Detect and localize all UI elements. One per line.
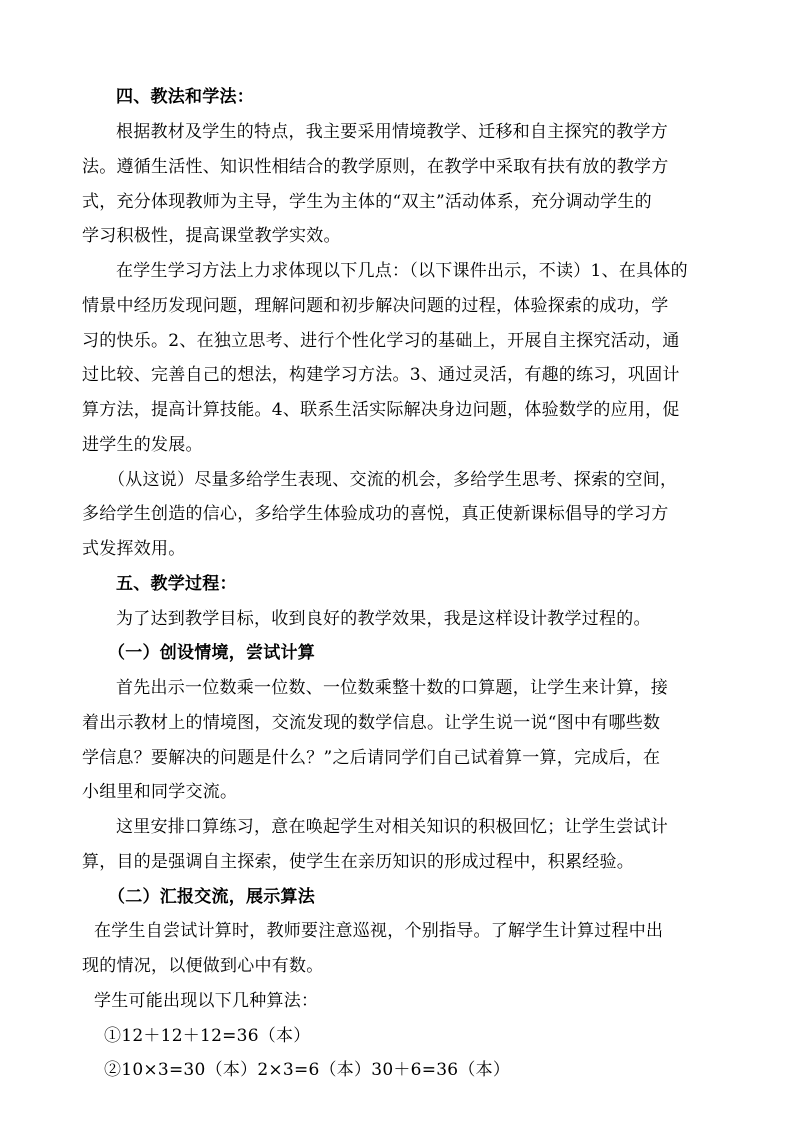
paragraph-line: 学信息？要解决的问题是什么？”之后请同学们自己试着算一算，完成后，在 (82, 748, 661, 768)
algorithm-item: ②10×3=30（本）2×3=6（本）30＋6=36（本） (104, 1060, 511, 1080)
paragraph-line: 根据教材及学生的特点，我主要采用情境教学、迁移和自主探究的教学方 (116, 122, 668, 142)
paragraph-line: 为了达到教学目标，收到良好的教学效果，我是这样设计教学过程的。 (116, 609, 651, 629)
paragraph-line: 式，充分体现教师为主导，学生为主体的“双主”活动体系，充分调动学生的 (82, 192, 652, 212)
paragraph-line: 学习积极性，提高课堂教学实效。 (82, 226, 341, 246)
paragraph-line: 多给学生创造的信心，多给学生体验成功的喜悦，真正使新课标倡导的学习方 (82, 504, 669, 524)
paragraph-line: 这里安排口算练习，意在唤起学生对相关知识的积极回忆；让学生尝试计 (116, 817, 668, 837)
paragraph-line: 进学生的发展。 (82, 435, 203, 455)
paragraph-line: 在学生自尝试计算时，教师要注意巡视，个别指导。了解学生计算过程中出 (94, 921, 664, 941)
paragraph-line: 在学生学习方法上力求体现以下几点：（以下课件出示，不读）1、在具体的 (116, 261, 688, 281)
paragraph-line: 首先出示一位数乘一位数、一位数乘整十数的口算题，让学生来计算，接 (116, 678, 668, 698)
subheading-report-exchange: （二）汇报交流，展示算法 (108, 887, 315, 907)
paragraph-line: 习的快乐。2、在独立思考、进行个性化学习的基础上，开展自主探究活动，通 (82, 331, 680, 351)
paragraph-line: 现的情况，以便做到心中有数。 (82, 956, 324, 976)
heading-teaching-process: 五、教学过程： (116, 574, 237, 594)
paragraph-line: 学生可能出现以下几种算法： (94, 991, 319, 1011)
paragraph-line: 着出示教材上的情境图，交流发现的数学信息。让学生说一说“图中有哪些数 (82, 713, 661, 733)
paragraph-line: 小组里和同学交流。 (82, 782, 238, 802)
paragraph-line: （从这说）尽量多给学生表现、交流的机会，多给学生思考、探索的空间， (108, 470, 678, 490)
heading-teaching-methods: 四、教法和学法： (116, 87, 254, 107)
paragraph-line: 过比较、完善自己的想法，构建学习方法。3、通过灵活，有趣的练习，巩固计 (82, 365, 680, 385)
paragraph-line: 算方法，提高计算技能。4、联系生活实际解决身边问题，体验数学的应用，促 (82, 400, 680, 420)
paragraph-line: 式发挥效用。 (82, 539, 186, 559)
algorithm-item: ①12＋12＋12=36（本） (104, 1026, 311, 1046)
subheading-create-scenario: （一）创设情境，尝试计算 (108, 643, 315, 663)
paragraph-line: 算，目的是强调自主探索，使学生在亲历知识的形成过程中，积累经验。 (82, 852, 634, 872)
paragraph-line: 法。遵循生活性、知识性相结合的教学原则，在教学中采取有扶有放的教学方 (82, 157, 669, 177)
paragraph-line: 情景中经历发现问题，理解问题和初步解决问题的过程，体验探索的成功，学 (82, 296, 669, 316)
